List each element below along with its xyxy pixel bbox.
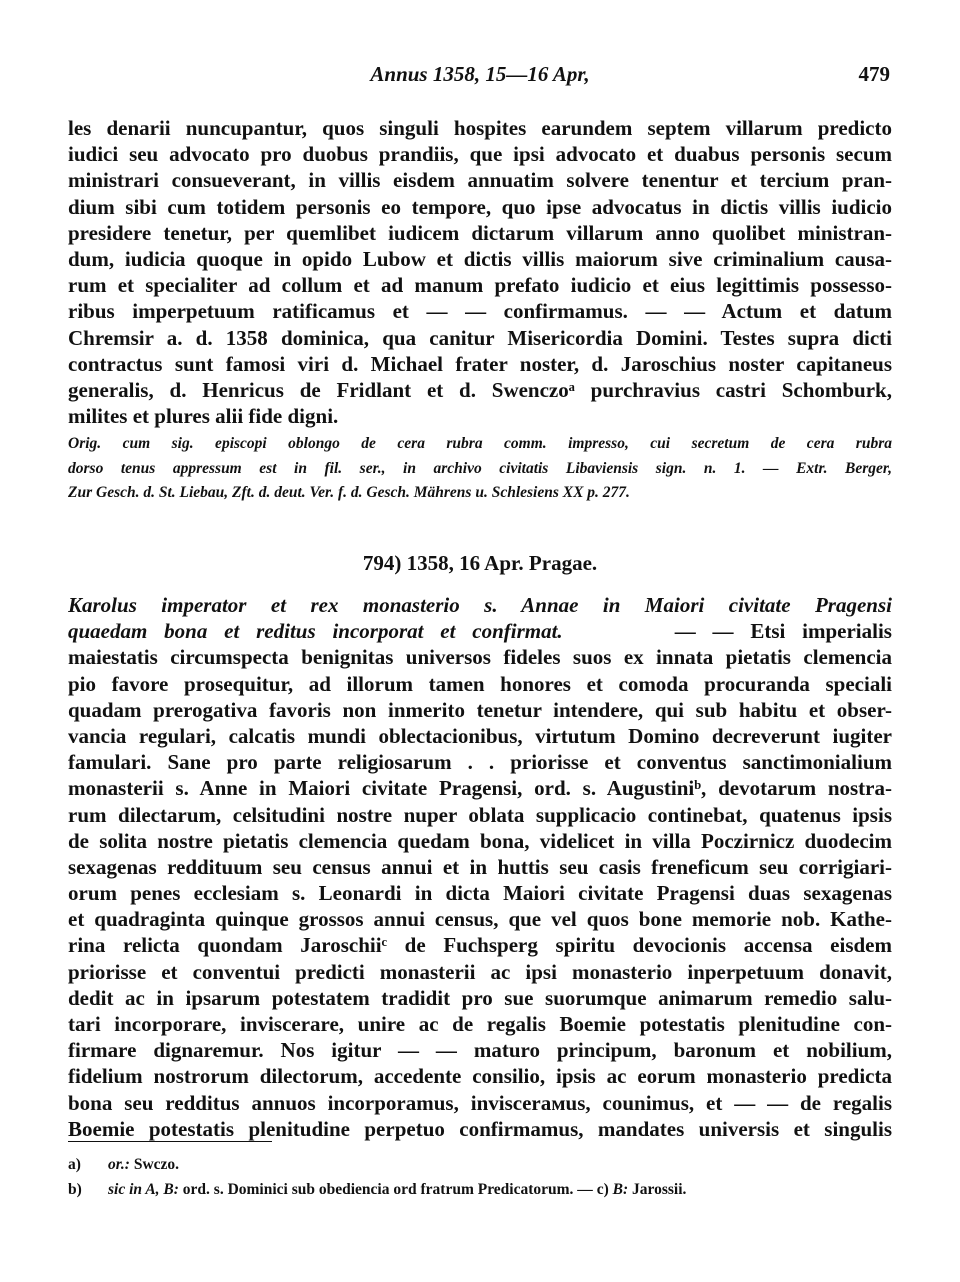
text-line: monasterii s. Anne in Maiori civitate Pragensi, ord. s. Augustiniᵇ, devotarum nostra- — [68, 776, 892, 801]
text-line: rum dilectarum, celsitudini nostre nuper oblata supplicacio continebat, quatenus ipsis — [68, 802, 892, 827]
regest-text-start: — — Etsi imperialis — [674, 619, 892, 644]
document-heading: 794) 1358, 16 Apr. Pragae. — [362, 551, 598, 575]
note-line: dorso tenus appressum est in fil. ser., in archivo civitatis Libaviensis sign. n. 1. — Extr. Berger, — [68, 459, 892, 477]
footnote-text: Jarossii. — [631, 1181, 687, 1198]
section-continuation — [68, 115, 892, 429]
text-line: de solita nostre pietatis clemencia quedam bona, videlicet in villa Poczirnicz duodecim — [68, 828, 892, 853]
text-line: dum, iudicia quoque in opido Lubow et dictis villis maiorum sive criminalium causa- — [68, 246, 892, 271]
text-line: maiestatis circumspecta benignitas universos fideles suos ex innata pietatis clemencia — [68, 645, 892, 670]
footnote-text: ord. s. Dominici sub obediencia ord fratrum Predicatorum. — — [182, 1181, 593, 1198]
page-number: 479 — [858, 62, 890, 86]
text-line: presidere tenetur, per quemlibet iudicem dictarum villarum anno quolibet ministran- — [68, 220, 892, 245]
regest-italic: quaedam bona et reditus incorporat et confirmat. — [68, 619, 563, 644]
text-line: iudici seu advocato pro duobus prandiis, que ipsi advocato et duabus personis secum — [68, 142, 892, 167]
text-line: quadam prerogativa favoris non inmerito tenetur intendere, qui sub habitu et obser- — [68, 697, 892, 722]
text-line: pio favore prosequitur, ad illorum tamen honores et comoda procuranda speciali — [68, 671, 892, 696]
text-line: tari incorporare, inviscerare, unire ac de regalis Boemie potestatis plenitudine con- — [68, 1012, 892, 1036]
text-line: dium sibi cum totidem personis eo tempore, quo ipse advocatus in dictis villis iudicio — [68, 194, 892, 219]
text-line: sexagenas reddituum seu census annui et in huttis seu casis freneficum seu corrigiari- — [68, 854, 892, 879]
text-line: fidelium nostrorum dilectorum, accedente consilio, ipsis ac eorum monasterio predicta — [68, 1064, 892, 1089]
footnote-b — [68, 1177, 892, 1202]
text-line: les denarii nuncupantur, quos singuli hospites earundem septem villarum predicto — [68, 116, 892, 140]
text-line: famulari. Sane pro parte religiosarum . . priorisse et conventus sanctimonialium — [68, 750, 892, 775]
footnote-text: Swczo. — [133, 1156, 180, 1173]
text-line: rum et specialiter ad collum et ad manum prefato iudicio et eius legittimis possesso- — [68, 273, 892, 298]
text-line: Boemie potestatis plenitudine perpetuo confirmamus, mandates universis et singulis — [68, 1116, 892, 1141]
footnote-italic: sic in A, B: — [108, 1181, 179, 1198]
footnote-italic: or.: — [108, 1156, 130, 1173]
footnote-mark: a) — [68, 1156, 81, 1173]
page-header — [0, 62, 960, 92]
regest-line — [68, 618, 892, 644]
note-line: Zur Gesch. d. St. Liebau, Zft. d. deut. Ver. f. d. Gesch. Mährens u. Schlesiens XX p. 277. — [68, 484, 630, 501]
text-line: priorisse et conventui predicti monasterii ac ipsi monasterio inperpetuum donavit, — [68, 959, 892, 984]
text-line: milites et plures alii fide digni. — [68, 404, 339, 429]
text-line: ribus imperpetuum ratificamus et — — confirmamus. — — Actum et datum — [68, 299, 892, 324]
text-line: rina relicta quondam Jaroschiiᶜ de Fuchsperg spiritu devocionis accensa eisdem — [68, 933, 892, 958]
text-line: ministrari consueverant, in villis eisdem annuatim solvere tenentur et tercium pran- — [68, 168, 892, 193]
text-line: generalis, d. Henricus de Fridlant et d. Swenczoᵃ purchravius castri Schomburk, — [68, 377, 892, 402]
text-line: et quadraginta quinque grossos annui census, que vel quos bone memorie nob. Kathe- — [68, 907, 892, 932]
document-body — [68, 592, 892, 1142]
regest-line: Karolus imperator et rex monasterio s. Annae in Maiori civitate Pragensi — [68, 593, 892, 617]
note-line: Orig. cum sig. episcopi oblongo de cera rubra comm. impresso, cui secretum de cera rubra — [68, 435, 892, 452]
footnote-rule — [68, 1141, 272, 1142]
footnote-italic: B: — [612, 1181, 629, 1198]
text-line: orum penes ecclesiam s. Leonardi in dicta Maiori civitate Pragensi duas sexagenas — [68, 881, 892, 906]
text-line: firmare dignaremur. Nos igitur — — maturo principum, baronum et nobilium, — [68, 1038, 892, 1063]
text-line: bona seu redditus annuos incorporamus, inviscerамus, counimus, et — — de regalis — [68, 1090, 892, 1115]
footnote-a — [68, 1152, 892, 1177]
footnote-mark: b) — [68, 1181, 82, 1198]
text-line: dedit ac in ipsarum potestatem tradidit pro sue suorumque animarum remedio salu- — [68, 985, 892, 1010]
text-line: vancia regulari, calcatis mundi oblectacionibus, virtutum Domino decreverunt iugiter — [68, 723, 892, 748]
text-line: Chremsir a. d. 1358 dominica, qua canitur Misericordia Domini. Testes supra dicti — [68, 325, 892, 350]
source-notes — [68, 432, 892, 506]
text-line: contractus sunt famosi viri d. Michael frater noster, d. Jaroschius noster capitaneus — [68, 351, 892, 376]
footnote-mark: c) — [596, 1181, 609, 1198]
running-head: Annus 1358, 15—16 Apr, — [370, 62, 590, 86]
footnotes — [68, 1152, 892, 1202]
